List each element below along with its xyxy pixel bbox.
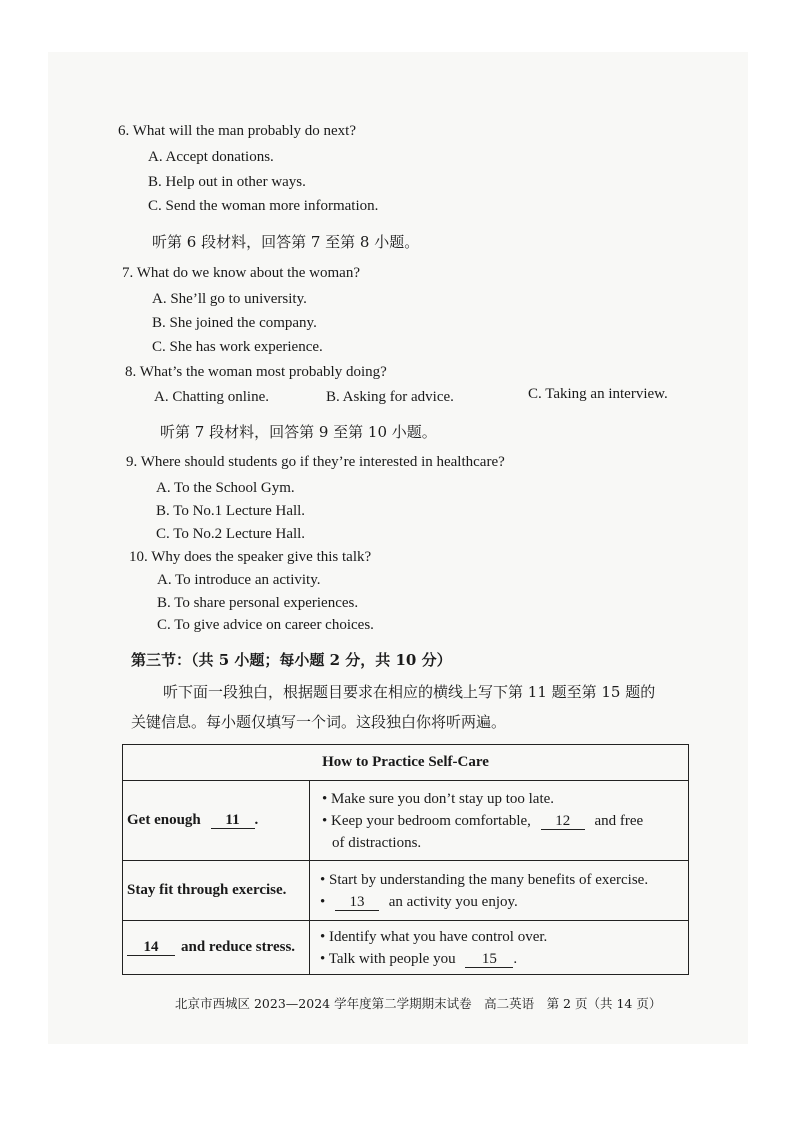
table-row-3-left: [123, 921, 310, 975]
question-9-option-b: B. To No.1 Lecture Hall.: [156, 503, 306, 519]
question-6-option-c: C. Send the woman more information.: [148, 198, 379, 214]
table-title: How to Practice Self-Care: [123, 745, 689, 781]
question-6-option-b: B. Help out in other ways.: [148, 174, 306, 190]
table-row-1-left: [123, 781, 310, 861]
row-1-left-suffix: .: [254, 812, 259, 828]
question-8-option-b: B. Asking for advice.: [326, 389, 454, 405]
table-row-2-left: Stay fit through exercise.: [123, 861, 310, 921]
question-10-stem: 10. Why does the speaker give this talk?: [129, 549, 372, 565]
instruction-9-10: 听第 7 段材料，回答第 9 至第 10 小题。: [160, 423, 437, 441]
row-1-bullet-2-suffix: and free: [594, 812, 644, 829]
blank-14: 14: [127, 939, 175, 956]
row-1-bullet-1: • Make sure you don’t stay up too late.: [322, 790, 555, 807]
row-1-bullet-2-continuation: of distractions.: [332, 834, 422, 851]
instruction-7-8: 听第 6 段材料，回答第 7 至第 8 小题。: [152, 233, 420, 251]
question-7-option-a: A. She’ll go to university.: [152, 291, 307, 307]
row-3-bullet-1: • Identify what you have control over.: [320, 928, 548, 945]
blank-13: 13: [335, 894, 379, 911]
blank-11: 11: [211, 812, 255, 829]
row-3-bullet-2-suffix: .: [513, 950, 518, 967]
question-10-option-a: A. To introduce an activity.: [157, 572, 321, 588]
question-8-stem: 8. What’s the woman most probably doing?: [125, 364, 387, 380]
table-row-2-right: [310, 861, 689, 921]
question-10-option-c: C. To give advice on career choices.: [157, 617, 374, 633]
row-1-bullet-2-prefix: • Keep your bedroom comfortable,: [322, 812, 531, 829]
section-3-instruction-line1: 听下面一段独白，根据题目要求在相应的横线上写下第 11 题至第 15 题的: [163, 683, 656, 701]
question-8-option-c: C. Taking an interview.: [528, 386, 668, 402]
question-9-option-a: A. To the School Gym.: [156, 480, 295, 496]
row-3-left-suffix: and reduce stress.: [181, 939, 296, 955]
question-7-option-c: C. She has work experience.: [152, 339, 323, 355]
question-6-stem: 6. What will the man probably do next?: [118, 123, 357, 139]
question-7-stem: 7. What do we know about the woman?: [122, 265, 361, 281]
question-9-option-c: C. To No.2 Lecture Hall.: [156, 526, 306, 542]
row-2-bullet-2-suffix: an activity you enjoy.: [388, 893, 518, 910]
row-3-bullet-2-prefix: • Talk with people you: [320, 950, 456, 967]
table-row-1-right: [310, 781, 689, 861]
row-3-bullet-2: [320, 948, 684, 970]
table-row-3-right: [310, 921, 689, 975]
row-1-bullet-2: [322, 810, 684, 832]
question-6-option-a: A. Accept donations.: [148, 149, 274, 165]
section-3-heading: 第三节：（共 5 小题；每小题 2 分，共 10 分）: [131, 651, 452, 669]
self-care-table: [122, 744, 689, 975]
question-7-option-b: B. She joined the company.: [152, 315, 317, 331]
blank-12: 12: [541, 813, 585, 830]
row-2-bullet-2: [320, 891, 684, 913]
row-2-bullet-2-prefix: •: [320, 893, 326, 910]
row-2-bullet-1: • Start by understanding the many benefits of exercise.: [320, 871, 649, 888]
question-10-option-b: B. To share personal experiences.: [157, 595, 359, 611]
question-8-option-a: A. Chatting online.: [154, 389, 269, 405]
blank-15: 15: [465, 951, 513, 968]
page-footer: 北京市西城区 2023—2024 学年度第二学期期末试卷 高二英语 第 2 页（共 14 页）: [175, 996, 662, 1011]
row-1-left-prefix: Get enough: [127, 812, 201, 828]
question-9-stem: 9. Where should students go if they’re interested in healthcare?: [126, 454, 505, 470]
section-3-instruction-line2: 关键信息。每小题仅填写一个词。这段独白你将听两遍。: [131, 713, 507, 731]
